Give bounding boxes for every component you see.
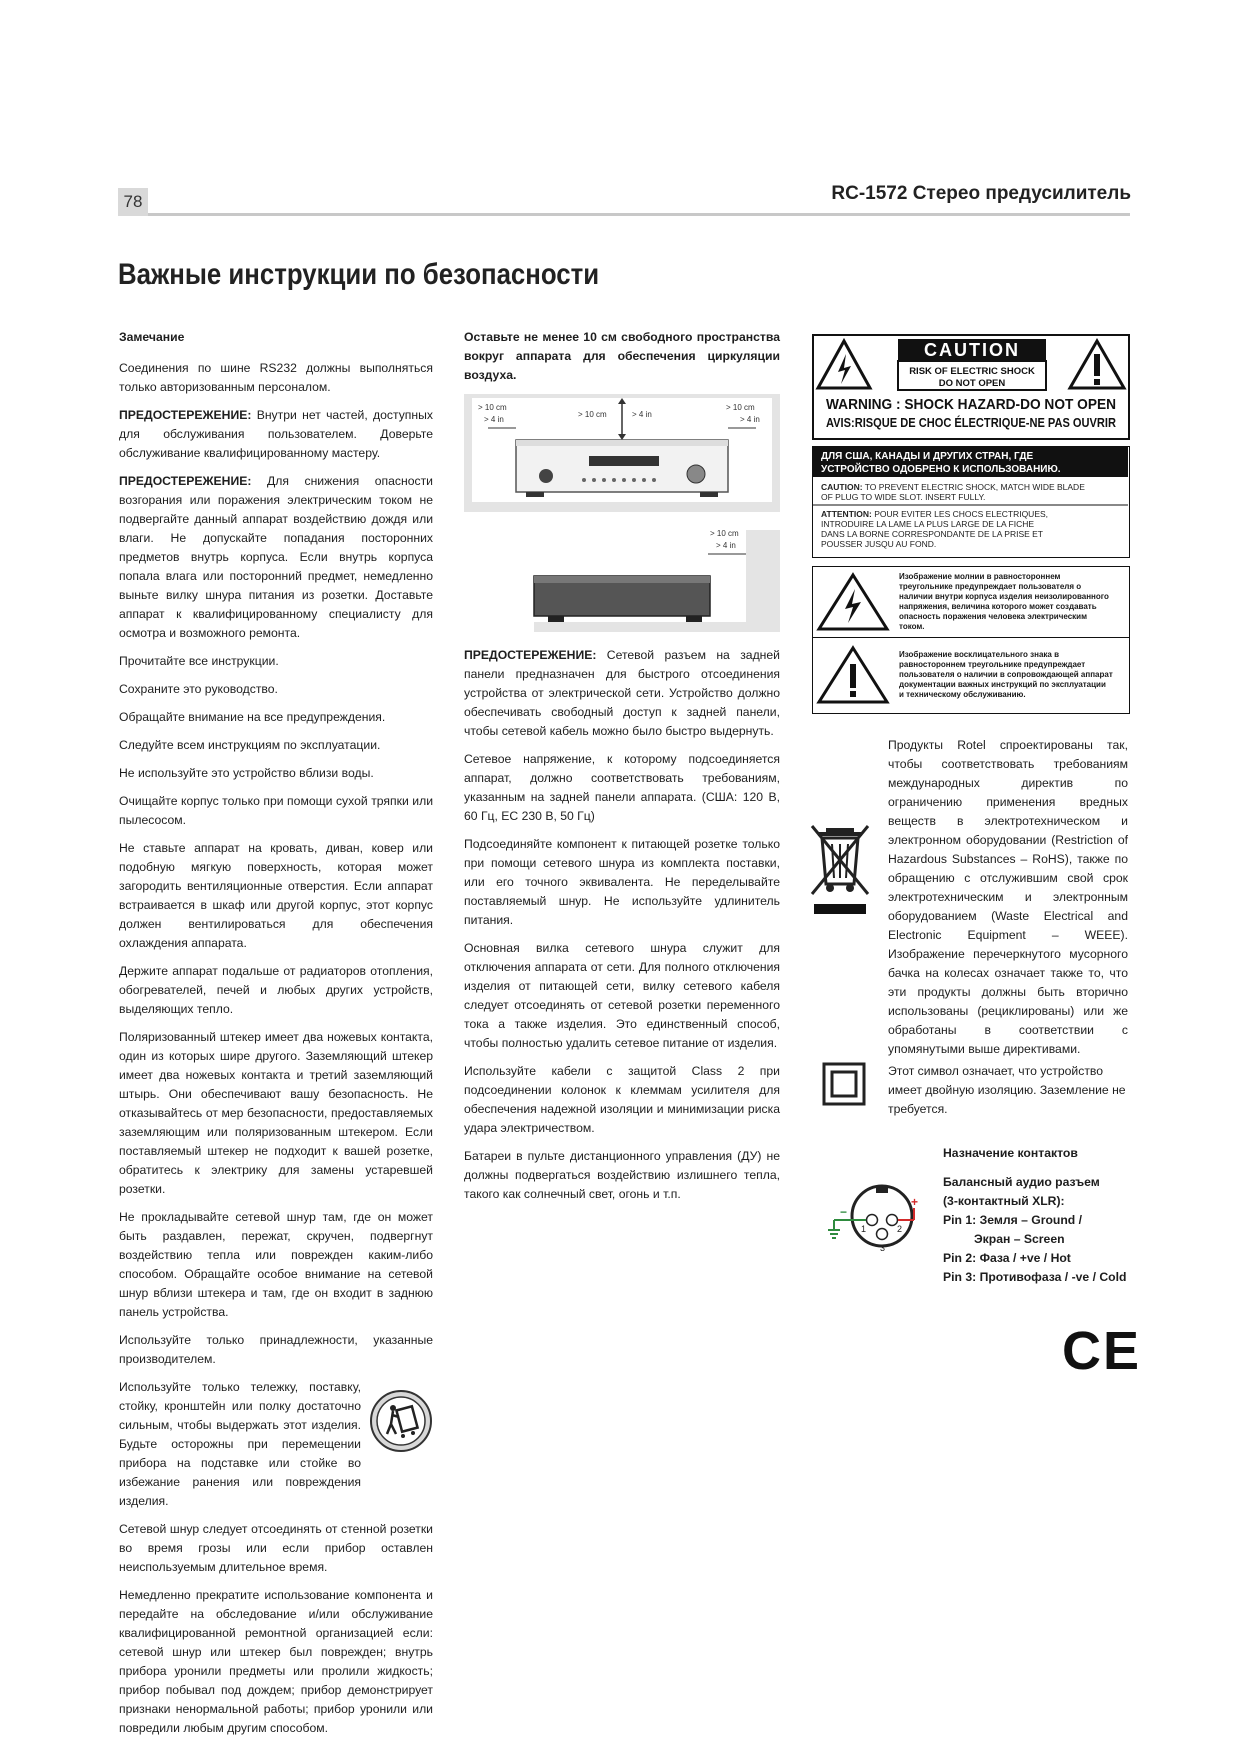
caution-title: CAUTION [924, 340, 1020, 360]
paragraph: Очищайте корпус только при помощи сухой тряпки или пылесосом. [119, 794, 433, 827]
plug-caution-text: OF PLUG TO WIDE SLOT. INSERT FULLY. [821, 492, 986, 502]
plug-caution-text: POUSSER JUSQU AU FOND. [821, 539, 937, 549]
caution-label: ПРЕДОСТЕРЕЖЕНИЕ: [464, 648, 597, 662]
plug-caution-text: ATTENTION: POUR EVITER LES CHOCS ELECTRIQUES, [821, 509, 1049, 519]
rohs-text: Продукты Rotel спроектированы так, чтобы соответствовать требованиям международных директив по ограничению применения вредных веществ в электротехническом и электронном оборудовании (Restriction of Hazardous Substances – RoHS), также по обращению с отслужившим свой срок электротехническим и электронным оборудованием (Waste Electrical and Electronic Equipment – WEEE). Изображение перечеркнутого мусорного бачка на колесах означает также то, что эти продукты должны быть вторично использованы (рециклированы) или же обработаны в соответствии с упомянутыми выше директивами. [888, 738, 1128, 1056]
double-insulation-text: Этот символ означает, что устройство имеет двойную изоляцию. Заземление не требуется. [888, 1064, 1126, 1116]
plug-caution-text: INTRODUIRE LA LAME LA PLUS LARGE DE LA FICHE [821, 519, 1035, 529]
paragraph [119, 406, 433, 463]
dim-label: > 10 cm [478, 403, 507, 412]
band-line: ДЛЯ США, КАНАДЫ И ДРУГИХ СТРАН, ГДЕ [821, 451, 1034, 462]
ventilation-clearance-diagram [464, 394, 780, 636]
warning-line: AVIS:RISQUE DE CHOC ÉLECTRIQUE-NE PAS OUVRIR [826, 415, 1117, 430]
exclamation-symbol-row [813, 638, 1129, 712]
lightning-triangle-icon [813, 569, 893, 635]
note-heading: Замечание [119, 330, 185, 344]
dim-label: > 4 in [632, 410, 652, 419]
paragraph: Сетевой шнур следует отсоединять от стенной розетки во время грозы или если прибор оставлен неиспользуемым длительное время. [119, 1522, 433, 1574]
paragraph: Не ставьте аппарат на кровать, диван, ковер или подобную мягкую поверхность, которая может загородить вентиляционные отверстия. Если аппарат встраивается в шкаф или другой корпус, этот корпус должен вентилироваться для обеспечения охлаждения аппарата. [119, 841, 433, 950]
paragraph-text: Сетевой разъем на задней панели предназначен для быстрого отсоединения устройства от электрической сети. Устройство должно обеспечивать свободный доступ к задней панели, чтобы сетевой кабель можно было быстро выдернуть. [464, 648, 780, 738]
column-middle [464, 328, 780, 1213]
cart-tipover-icon [369, 1386, 433, 1456]
paragraph: Следуйте всем инструкциям по эксплуатации. [119, 738, 381, 752]
ce-mark: CE [1062, 1321, 1142, 1381]
dim-label: > 10 cm [726, 403, 755, 412]
pin-line: Pin 3: Противофаза / -ve / Cold [943, 1270, 1127, 1284]
dim-label: > 4 in [740, 415, 760, 424]
lightning-symbol-text: Изображение молнии в равностороннем треугольнике предупреждает пользователя о наличии внутри корпуса изделия неизолированного напряжения, величина которого может создавать опасность поражения человека электрическим током. [899, 572, 1109, 631]
paragraph [464, 646, 780, 741]
xlr-minus-sign: − [840, 1205, 848, 1219]
xlr-plus-sign: + [911, 1195, 919, 1209]
pin-line: (3-контактный XLR): [943, 1194, 1065, 1208]
cart-warning [119, 1378, 433, 1511]
caution-label: ПРЕДОСТЕРЕЖЕНИЕ: [119, 474, 252, 488]
lightning-icon [838, 354, 851, 384]
document-title: RC-1572 Стерео предусилитель [831, 183, 1131, 204]
xlr-pin-label: 3 [880, 1243, 886, 1253]
pin-line: Балансный аудио разъем [943, 1175, 1100, 1189]
paragraph: Используйте только тележку, поставку, стойку, кронштейн или полку достаточно сильным, чтобы выдержать этот изделия. Будьте осторожны при перемещении прибора на подставке или стойке во избежание ранения или повреждения изделия. [119, 1380, 361, 1508]
band-line: УСТРОЙСТВО ОДОБРЕНО К ИСПОЛЬЗОВАНИЮ. [821, 464, 1061, 475]
paragraph: Используйте только принадлежности, указанные производителем. [119, 1333, 433, 1366]
caution-graphic [814, 336, 1128, 438]
pin-line: Экран – Screen [974, 1232, 1065, 1246]
paragraph: Прочитайте все инструкции. [119, 654, 279, 668]
paragraph [119, 472, 433, 643]
plug-caution-text: DANS LA BORNE CORRESPONDANTE DE LA PRISE ET [821, 529, 1044, 539]
paragraph: Не прокладывайте сетевой шнур там, где он может быть раздавлен, пережат, скручен, подвергнут воздействию тепла или поврежден каким-либо способом. Обращайте особое внимание на сетевой шнур вблизи штекера и там, где он входит в заднюю панель устройства. [119, 1210, 433, 1319]
weee-crossed-bin-icon [808, 822, 872, 916]
paragraph-text: Для снижения опасности возгорания или поражения электрическим током не подвергайте данный аппарат воздействию дождя или влаги. Не допускайте попадания посторонних предметов внутрь корпуса. Если внутрь корпуса попала влага или посторонний предмет, немедленно выньте вилку шнура питания из розетки. Доставьте аппарат к квалифицированному специалисту для осмотра и возможного ремонта. [119, 474, 433, 640]
lightning-symbol-row [813, 567, 1129, 638]
plug-caution-graphic [813, 447, 1128, 556]
paragraph: Батареи в пульте дистанционного управления (ДУ) не должны подвергаться воздействию излишнего тепла, такого как солнечный свет, огонь и т.п. [464, 1149, 780, 1201]
paragraph: Обращайте внимание на все предупреждения. [119, 710, 386, 724]
plug-caution-box [812, 446, 1130, 558]
double-insulation-icon [822, 1062, 866, 1106]
xlr-connector-diagram [822, 1180, 932, 1256]
dim-label: > 4 in [484, 415, 504, 424]
paragraph: Держите аппарат подальше от радиаторов отопления, обогревателей, печей и любых других устройств, выделяющих тепло. [119, 964, 433, 1016]
symbols-box [812, 566, 1130, 714]
caution-label: ПРЕДОСТЕРЕЖЕНИЕ: [119, 408, 252, 422]
caution-sub: DO NOT OPEN [938, 378, 1006, 389]
dim-label: > 10 cm [710, 529, 739, 538]
header-rule [118, 213, 1130, 216]
pin-title: Назначение контактов [943, 1146, 1078, 1160]
paragraph: Подсоединяйте компонент к питающей розетке только при помощи сетевого шнура из комплекта поставки, или его точного эквивалента. Не переделывайте поставляемый шнур. Не используйте удлинитель питания. [464, 837, 780, 927]
column-left [119, 328, 433, 1747]
dim-label: > 10 cm [578, 410, 607, 419]
page-title: Важные инструкции по безопасности [118, 258, 600, 291]
paragraph: Сохраните это руководство. [119, 682, 278, 696]
xlr-pin-label: 1 [861, 1224, 867, 1234]
paragraph: Немедленно прекратите использование компонента и передайте на обследование и/или обслуживание квалифицированной ремонтной организацией если: сетевой шнур или штекер был поврежден; внутрь прибора уронили предметы или пролили жидкость; прибор побывал под дождем; прибор демонстрирует признаки ненормальной работы; прибор уронили или повредили любым другим способом. [119, 1588, 433, 1735]
pin-line: Pin 2: Фаза / +ve / Hot [943, 1251, 1071, 1265]
paragraph: Сетевое напряжение, к которому подсоединяется аппарат, должно соответствовать требованиям, указанным на задней панели аппарата. (США: 120 В, 60 Гц, ЕС 230 В, 50 Гц) [464, 752, 780, 823]
plug-caution-text: CAUTION: TO PREVENT ELECTRIC SHOCK, MATCH WIDE BLADE [821, 482, 1085, 492]
warning-line: WARNING : SHOCK HAZARD-DO NOT OPEN [826, 396, 1116, 413]
page-number: 78 [118, 188, 148, 216]
exclamation-symbol-text: Изображение восклицательного знака в равностороннем треугольнике предупреждает пользователя о наличии в сопровождающей аппарат документации важных инструкций по эксплуатации и техническому обслуживанию. [899, 650, 1113, 699]
paragraph: Не используйте это устройство вблизи воды. [119, 766, 374, 780]
paragraph: Поляризованный штекер имеет два ножевых контакта, один из которых шире другого. Заземляющий штекер имеет два ножевых контакта и третий заземляющий штырь. Они обеспечивают вашу безопасность. Не отказывайтесь от мер безопасности, предоставляемых заземляющим или поляризованным штекером. Если поставляемый штекер не подходит к вашей розетке, обратитесь к электрику для замены устаревшей розетки. [119, 1030, 433, 1196]
caution-sub: RISK OF ELECTRIC SHOCK [909, 366, 1035, 377]
paragraph-text: Внутри нет частей, доступных для обслуживания пользователем. Доверьте обслуживание квалифицированному мастеру. [119, 408, 433, 460]
exclamation-triangle-icon [813, 642, 893, 708]
pin-line: Pin 1: Земля – Ground / [943, 1213, 1083, 1227]
pin-assignment [943, 1144, 1133, 1287]
paragraph: Оставьте не менее 10 см свободного пространства вокруг аппарата для обеспечения циркуляции воздуха. [464, 330, 780, 382]
paragraph: Используйте кабели с защитой Class 2 при подсоединении колонок к клеммам усилителя для обеспечения надежной изоляции и минимизации риска удара электричеством. [464, 1064, 780, 1135]
xlr-pin-label: 2 [897, 1224, 903, 1234]
paragraph: Основная вилка сетевого шнура служит для отключения аппарата от сети. Для полного отключения изделия от питающей сети, вилку сетевого кабеля следует отсоединять от сетевой розетки переменного тока а также изделия. Это единственный способ, чтобы полностью удалить сетевое питание от изделия. [464, 941, 780, 1050]
paragraph: Соединения по шине RS232 должны выполняться только авторизованным персоналом. [119, 361, 433, 394]
dim-label: > 4 in [716, 541, 736, 550]
exclamation-icon [1094, 354, 1100, 376]
caution-label-box [812, 334, 1130, 440]
